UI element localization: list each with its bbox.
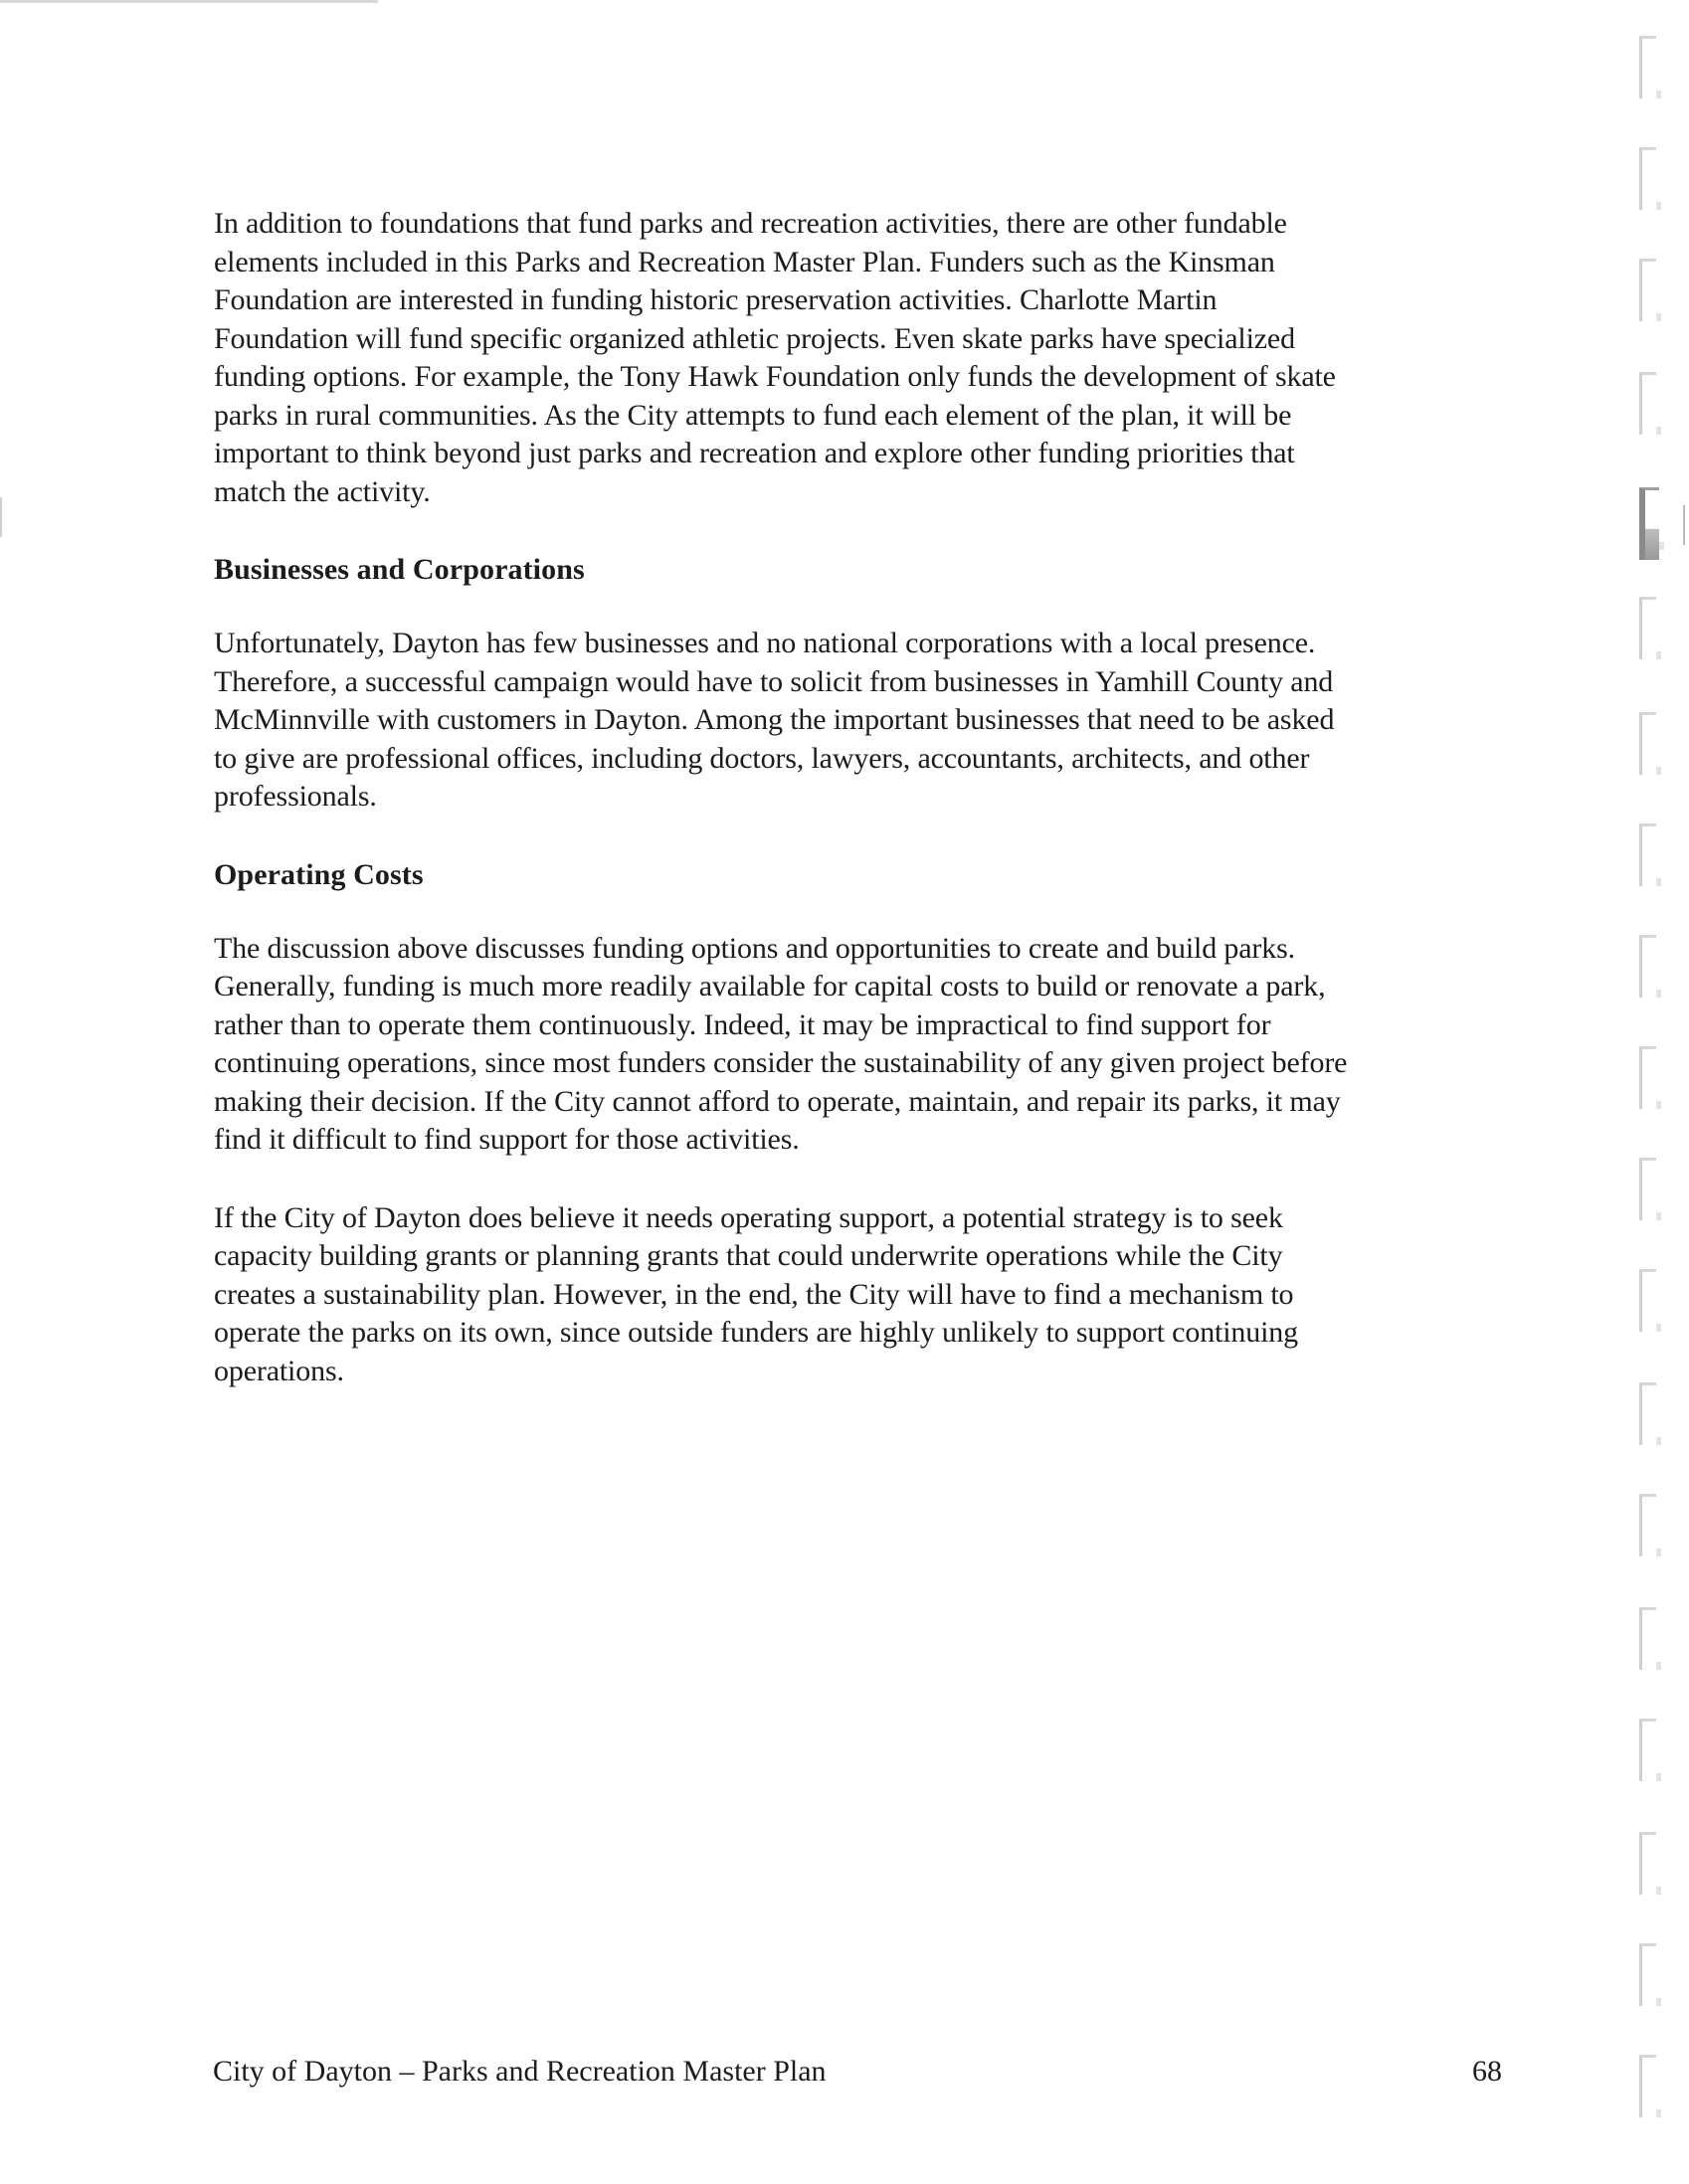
text-line: elements included in this Parks and Recreation Master Plan. Funders such as the Kinsman	[214, 245, 1275, 278]
operating-paragraph-2	[214, 1199, 1507, 1391]
text-line: Unfortunately, Dayton has few businesses and no national corporations with a local presence.	[214, 627, 1316, 659]
text-line: match the activity.	[214, 474, 431, 508]
text-line: The discussion above discusses funding options and opportunities to create and build parks.	[214, 931, 1295, 965]
text-line: Generally, funding is much more readily available for capital costs to build or renovate a park,	[214, 970, 1326, 1002]
binding-tab	[1639, 1382, 1656, 1445]
binding-tab	[1639, 1832, 1656, 1895]
text-line: continuing operations, since most funders consider the sustainability of any given project before	[214, 1046, 1348, 1079]
businesses-paragraph	[214, 625, 1507, 817]
text-line: professionals.	[214, 780, 377, 813]
scan-left-edge-mark	[0, 497, 2, 537]
text-line: capacity building grants or planning grants that could underwrite operations while the City	[214, 1239, 1283, 1272]
text-line: Therefore, a successful campaign would have to solicit from businesses in Yamhill County and	[214, 664, 1334, 698]
scan-right-edge-mark	[1683, 505, 1685, 545]
scan-top-edge	[0, 0, 378, 3]
text-line: creates a sustainability plan. However, in the end, the City will have to find a mechanism to	[214, 1277, 1294, 1311]
binding-tab	[1639, 823, 1656, 886]
binding-tab	[1639, 36, 1656, 98]
text-line: operate the parks on its own, since outside funders are highly unlikely to support continuing	[214, 1316, 1299, 1349]
binding-tab	[1639, 597, 1656, 659]
page-number: 68	[1472, 2055, 1502, 2088]
text-line: parks in rural communities. As the City attempts to fund each element of the plan, it will be	[214, 398, 1292, 432]
comb-binding-strip	[1631, 0, 1689, 2184]
binding-tab	[1639, 1269, 1656, 1332]
heading-operating-costs: Operating Costs	[214, 857, 424, 891]
footer-document-title: City of Dayton – Parks and Recreation Master Plan	[213, 2055, 827, 2088]
text-line: funding options. For example, the Tony Hawk Foundation only funds the development of skate	[214, 360, 1336, 393]
text-line: operations.	[214, 1354, 344, 1387]
binding-tab	[1639, 2055, 1656, 2117]
binding-tab	[1639, 935, 1656, 998]
document-body	[214, 205, 1507, 1430]
text-line: find it difficult to find support for those activities.	[214, 1123, 800, 1156]
text-line: important to think beyond just parks and recreation and explore other funding priorities that	[214, 437, 1295, 469]
binding-tab	[1639, 259, 1656, 321]
heading-businesses-and-corporations: Businesses and Corporations	[214, 553, 585, 586]
text-line: In addition to foundations that fund parks and recreation activities, there are other fundable	[214, 207, 1287, 240]
text-line: McMinnville with customers in Dayton. Among the important businesses that need to be asked	[214, 703, 1335, 736]
binding-tab	[1639, 1719, 1656, 1781]
operating-paragraph-1	[214, 930, 1507, 1160]
binding-tab	[1639, 1494, 1656, 1556]
binding-tab	[1639, 1046, 1656, 1109]
binding-tab	[1639, 487, 1659, 560]
intro-paragraph	[214, 205, 1507, 511]
binding-tab	[1639, 147, 1656, 210]
binding-tab	[1639, 1943, 1656, 2006]
text-line: If the City of Dayton does believe it needs operating support, a potential strategy is to seek	[214, 1200, 1283, 1234]
text-line: to give are professional offices, including doctors, lawyers, accountants, architects, and other	[214, 741, 1310, 775]
text-line: Foundation are interested in funding historic preservation activities. Charlotte Martin	[214, 283, 1218, 316]
binding-tab	[1639, 712, 1656, 775]
binding-tab	[1639, 1158, 1656, 1220]
binding-tab	[1639, 1607, 1656, 1670]
text-line: making their decision. If the City cannot afford to operate, maintain, and repair its parks, it may	[214, 1084, 1341, 1118]
binding-tab	[1639, 372, 1656, 435]
text-line: Foundation will fund specific organized athletic projects. Even skate parks have specialized	[214, 321, 1295, 355]
text-line: rather than to operate them continuously. Indeed, it may be impractical to find support for	[214, 1007, 1271, 1041]
